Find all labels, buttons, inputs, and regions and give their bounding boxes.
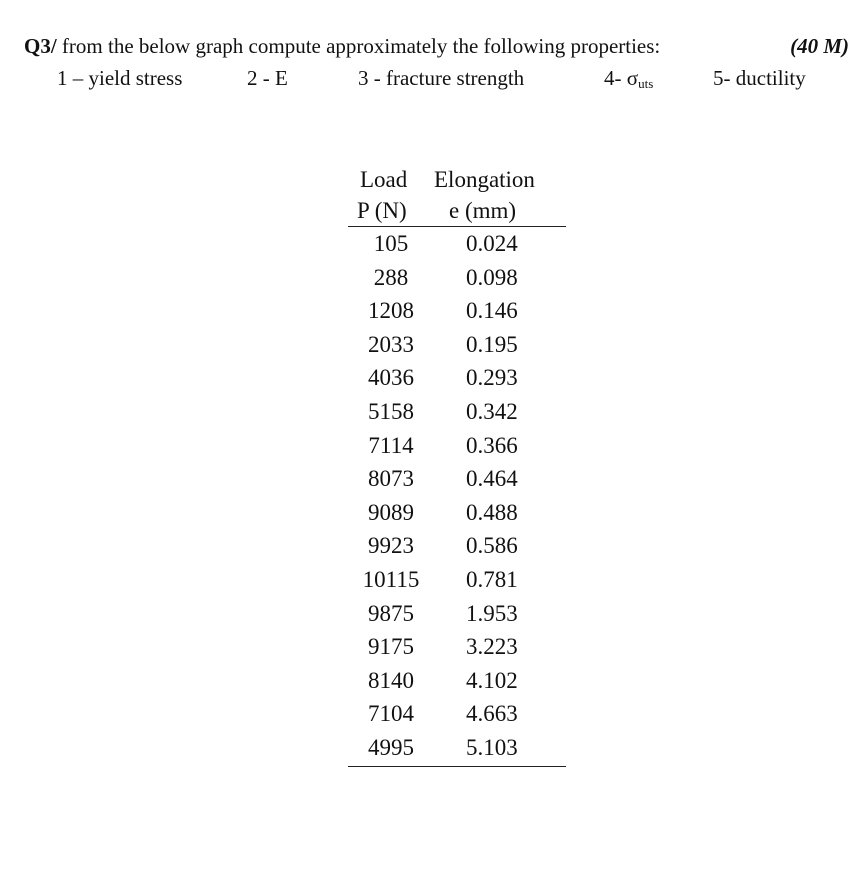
table-row <box>348 563 566 597</box>
table-row <box>348 227 566 261</box>
header-elongation: Elongation <box>434 167 535 192</box>
load-cell: 4036 <box>368 365 414 391</box>
table-row <box>348 630 566 664</box>
load-cell: 288 <box>373 264 409 290</box>
load-cell: 1208 <box>368 298 414 324</box>
table-row <box>348 328 566 362</box>
load-cell: 105 <box>373 231 409 256</box>
load-cell: 9089 <box>368 499 414 525</box>
question-marks: (40 M) <box>790 34 849 58</box>
elongation-cell: 5.103 <box>466 734 518 760</box>
load-cell: 9875 <box>368 600 414 626</box>
table-row <box>348 697 566 731</box>
table-row <box>348 361 566 395</box>
table-row <box>348 462 566 496</box>
load-cell: 7104 <box>368 701 414 727</box>
property-ductility: 5- ductility <box>713 66 806 90</box>
table-row <box>348 597 566 631</box>
header-load: Load <box>360 167 408 192</box>
elongation-cell: 4.102 <box>466 667 518 693</box>
elongation-cell: 1.953 <box>466 600 518 626</box>
table-row <box>348 529 566 563</box>
table-row <box>348 664 566 698</box>
elongation-cell: 0.366 <box>466 432 518 458</box>
property-yield-stress: 1 – yield stress <box>57 66 183 90</box>
table-units-row <box>348 195 566 226</box>
property-fracture-strength: 3 - fracture strength <box>358 66 525 90</box>
load-cell: 10115 <box>362 566 420 592</box>
question-text: from the below graph compute approximately the following properties: <box>56 34 661 58</box>
table-row <box>348 294 566 328</box>
question-number: Q3/ <box>24 34 57 58</box>
elongation-cell: 0.464 <box>466 466 518 492</box>
load-cell: 9923 <box>368 533 414 559</box>
load-cell: 8073 <box>368 466 414 492</box>
elongation-cell: 0.342 <box>466 398 518 424</box>
header-elongation-unit: e (mm) <box>449 198 517 223</box>
elongation-cell: 0.098 <box>466 264 518 290</box>
table-row <box>348 731 566 765</box>
load-cell: 9175 <box>368 634 414 660</box>
table-row <box>348 496 566 530</box>
header-load-unit: P (N) <box>357 198 407 223</box>
load-cell: 7114 <box>368 432 414 458</box>
elongation-cell: 4.663 <box>466 701 518 727</box>
elongation-cell: 0.781 <box>466 566 518 592</box>
property-uts-subscript: uts <box>638 76 654 91</box>
load-cell: 4995 <box>368 734 414 760</box>
load-elongation-table <box>348 163 566 767</box>
question-line <box>24 34 660 59</box>
table-header-row <box>348 163 566 195</box>
elongation-cell: 3.223 <box>466 634 518 660</box>
load-cell: 2033 <box>368 331 414 357</box>
table-row <box>348 261 566 295</box>
property-uts <box>604 66 653 91</box>
load-cell: 5158 <box>368 398 414 424</box>
elongation-cell: 0.488 <box>466 499 518 525</box>
elongation-cell: 0.195 <box>466 331 518 357</box>
bottom-rule <box>348 766 566 767</box>
table-body <box>348 227 566 765</box>
elongation-cell: 0.146 <box>466 298 518 324</box>
table-row <box>348 429 566 463</box>
property-elastic-modulus: 2 - E <box>247 66 288 90</box>
load-cell: 8140 <box>368 667 414 693</box>
elongation-cell: 0.586 <box>466 533 518 559</box>
table-row <box>348 395 566 429</box>
elongation-cell: 0.293 <box>466 365 518 391</box>
elongation-cell: 0.024 <box>466 231 518 256</box>
property-uts-label: 4- σ <box>604 66 639 90</box>
